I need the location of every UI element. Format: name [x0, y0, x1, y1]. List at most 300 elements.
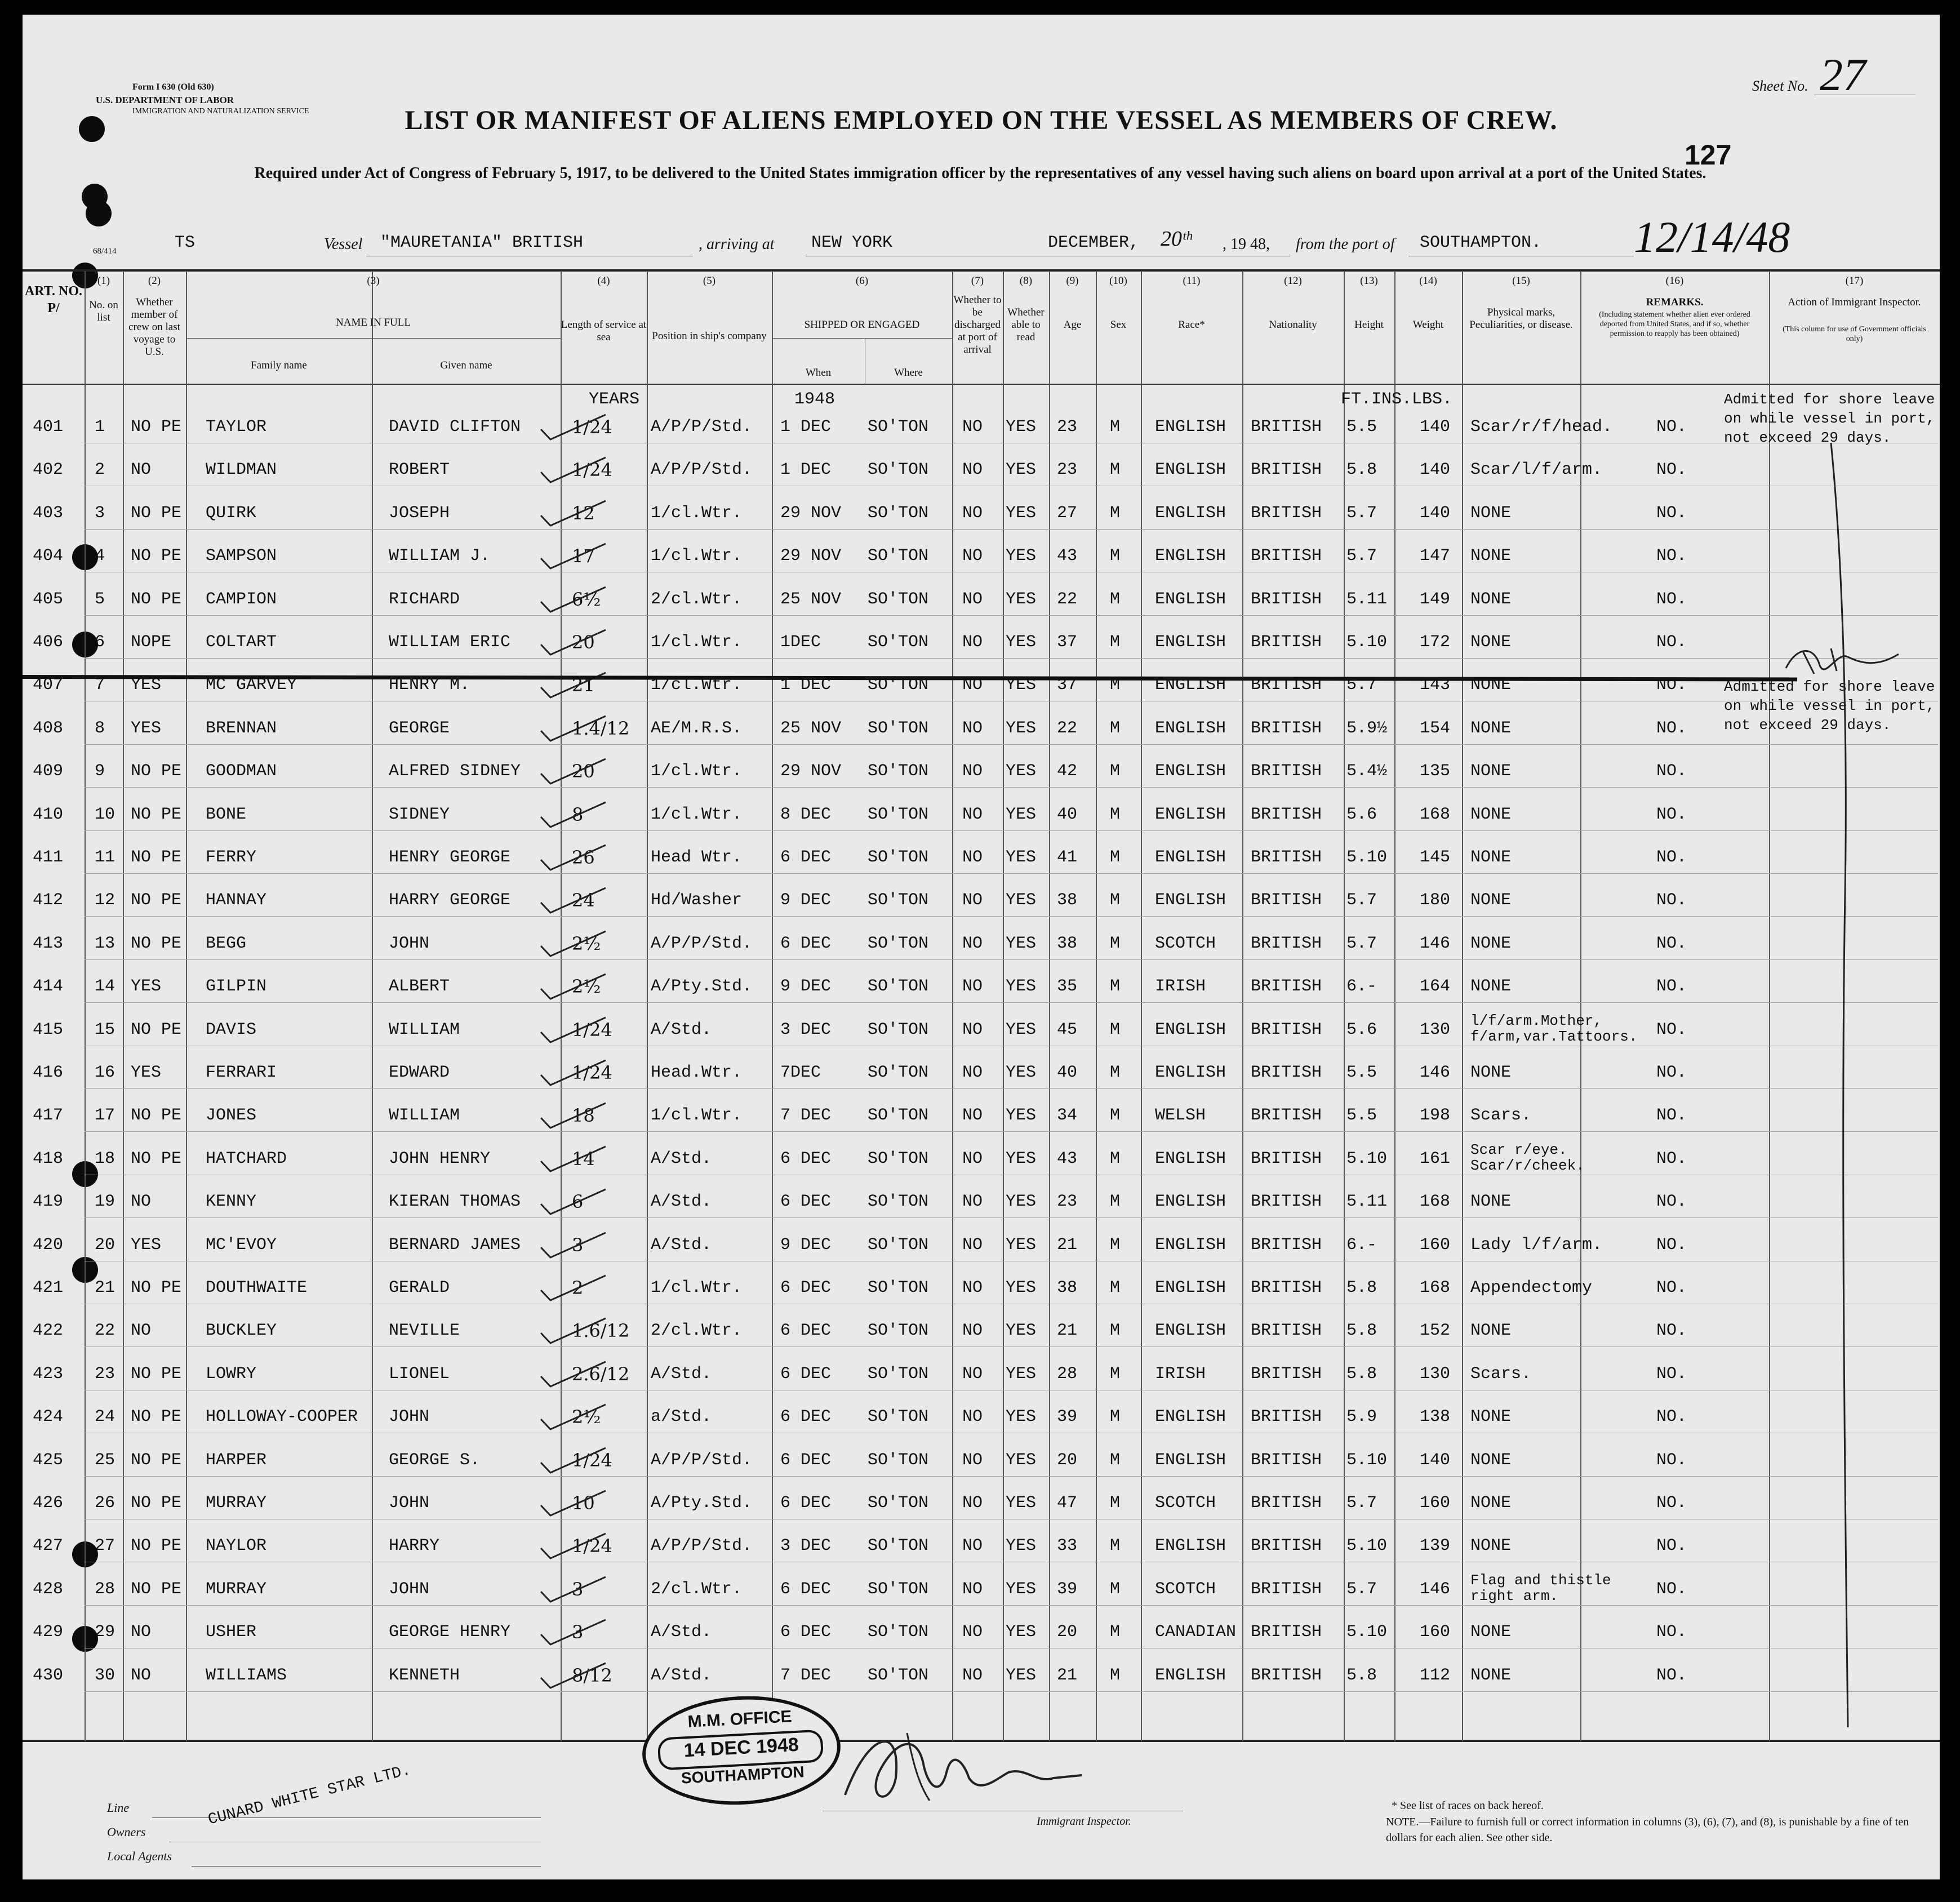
cell-position: A/Std.	[651, 1623, 712, 1642]
check-mark	[538, 1446, 611, 1475]
table-row	[23, 631, 1940, 654]
col-header-shipped: SHIPPED OR ENGAGED	[804, 319, 920, 331]
cell-height: 5.4½	[1346, 762, 1388, 781]
cell-weight: 198	[1420, 1106, 1451, 1125]
cell-sex: M	[1110, 590, 1121, 609]
cell-weight: 140	[1420, 460, 1451, 479]
cell-age: 35	[1057, 977, 1078, 996]
table-row	[23, 588, 1940, 611]
footer-line-label: Line	[107, 1801, 130, 1815]
cell-art: 424	[33, 1407, 64, 1426]
cell-service: 20	[572, 761, 595, 782]
cell-disch: NO	[962, 1236, 983, 1255]
cell-position: A/Std.	[651, 1365, 712, 1384]
table-row	[23, 416, 1940, 438]
cell-service: 1/24	[572, 1062, 612, 1083]
cell-family: QUIRK	[206, 504, 257, 523]
col-number: (11)	[1183, 275, 1201, 287]
cell-sex: M	[1110, 1666, 1121, 1685]
check-mark	[538, 929, 611, 958]
cell-height: 5.11	[1346, 590, 1388, 609]
cell-weight: 172	[1420, 633, 1451, 652]
check-mark	[538, 886, 611, 915]
check-mark	[538, 1575, 611, 1604]
cell-crew: NO PE	[131, 590, 182, 609]
cell-nat: BRITISH	[1251, 1063, 1322, 1082]
col-header-remarks: REMARKS.	[1646, 296, 1704, 308]
cell-age: 43	[1057, 546, 1078, 566]
col-header-race: Race*	[1178, 319, 1205, 331]
cell-where: SO'TON	[868, 1278, 929, 1297]
cell-service: 20	[572, 632, 595, 653]
cell-given: JOHN HENRY	[389, 1149, 491, 1168]
cell-height: 5.7	[1346, 676, 1377, 695]
cell-height: 5.5	[1346, 1106, 1377, 1125]
cell-nat: BRITISH	[1251, 762, 1322, 781]
col-header-physical-marks: Physical marks, Peculiarities, or disease.	[1469, 306, 1573, 331]
cell-nat: BRITISH	[1251, 891, 1322, 910]
cell-where: SO'TON	[868, 633, 929, 652]
col-number: (9)	[1066, 275, 1079, 287]
cell-when: 6 DEC	[780, 1149, 832, 1168]
cell-race: IRISH	[1155, 1365, 1206, 1384]
sheet-stamp-number: 127	[1685, 139, 1732, 171]
cell-disch: NO	[962, 1666, 983, 1685]
col-number: (10)	[1109, 275, 1127, 287]
cell-position: A/Std.	[651, 1236, 712, 1255]
cell-disch: NO	[962, 1321, 983, 1340]
cell-given: HENRY GEORGE	[389, 848, 511, 867]
cell-nat: BRITISH	[1251, 1321, 1322, 1340]
cell-position: a/Std.	[651, 1407, 712, 1426]
cell-disch: NO	[962, 1536, 983, 1556]
cell-when: 6 DEC	[780, 1451, 832, 1470]
cell-position: 2/cl.Wtr.	[651, 1580, 743, 1599]
cell-weight: 140	[1420, 504, 1451, 523]
stamp-city: SOUTHAMPTON	[681, 1763, 805, 1787]
table-row	[23, 889, 1940, 912]
cell-remarks: NO.	[1656, 1494, 1687, 1513]
cell-position: 1/cl.Wtr.	[651, 1106, 743, 1125]
cell-read: YES	[1006, 1494, 1037, 1513]
cell-art: 417	[33, 1106, 64, 1125]
check-mark	[538, 757, 611, 786]
cell-read: YES	[1006, 1149, 1037, 1168]
cell-disch: NO	[962, 1278, 983, 1297]
cell-family: LOWRY	[206, 1365, 257, 1384]
cell-position: A/P/P/Std.	[651, 1451, 753, 1470]
cell-no: 25	[95, 1451, 115, 1470]
cell-weight: 140	[1420, 1451, 1451, 1470]
table-row	[23, 803, 1940, 826]
cell-when: 9 DEC	[780, 891, 832, 910]
cell-given: KENNETH	[389, 1666, 460, 1685]
cell-given: GEORGE HENRY	[389, 1623, 511, 1642]
cell-height: 5.10	[1346, 1149, 1388, 1168]
cell-disch: NO	[962, 590, 983, 609]
cell-art: 404	[33, 546, 64, 566]
cell-remarks: NO.	[1656, 934, 1687, 953]
cell-race: ENGLISH	[1155, 805, 1226, 824]
cell-weight: 168	[1420, 1192, 1451, 1211]
cell-position: 1/cl.Wtr.	[651, 504, 743, 523]
cell-nat: BRITISH	[1251, 1580, 1322, 1599]
cell-where: SO'TON	[868, 848, 929, 867]
cell-sex: M	[1110, 1149, 1121, 1168]
cell-weight: 143	[1420, 676, 1451, 695]
col-header-given-name: Given name	[440, 359, 492, 371]
cell-where: SO'TON	[868, 1365, 929, 1384]
check-mark	[538, 541, 611, 571]
cell-no: 13	[95, 934, 115, 953]
cell-crew: NO PE	[131, 1278, 182, 1297]
cell-when: 6 DEC	[780, 1192, 832, 1211]
cell-read: YES	[1006, 1580, 1037, 1599]
footer-owners-label: Owners	[107, 1825, 146, 1839]
cell-height: 5.10	[1346, 1623, 1388, 1642]
cell-remarks: NO.	[1656, 460, 1687, 479]
cell-weight: 147	[1420, 546, 1451, 566]
cell-read: YES	[1006, 1536, 1037, 1556]
table-row	[23, 846, 1940, 869]
bracket-line	[1825, 443, 1859, 1739]
cell-disch: NO	[962, 1063, 983, 1082]
vessel-name: "MAURETANIA" BRITISH	[380, 233, 584, 252]
cell-age: 22	[1057, 719, 1078, 738]
cell-race: ENGLISH	[1155, 417, 1226, 437]
cell-crew: NO PE	[131, 1020, 182, 1039]
cell-height: 5.6	[1346, 805, 1377, 824]
cell-race: ENGLISH	[1155, 1536, 1226, 1556]
cell-race: WELSH	[1155, 1106, 1206, 1125]
col-number: (4)	[597, 275, 610, 287]
cell-marks: NONE	[1470, 719, 1512, 738]
cell-when: 29 NOV	[780, 546, 842, 566]
cell-remarks: NO.	[1656, 1236, 1687, 1255]
cell-marks: NONE	[1470, 1407, 1512, 1426]
cell-disch: NO	[962, 676, 983, 695]
cell-service: 8	[572, 804, 584, 825]
col-header-discharged: Whether to be discharged at port of arrival	[953, 294, 1002, 355]
cell-weight: 160	[1420, 1623, 1451, 1642]
cell-family: COLTART	[206, 633, 277, 652]
cell-no: 29	[95, 1623, 115, 1642]
cell-art: 420	[33, 1236, 64, 1255]
cell-marks: NONE	[1470, 1321, 1512, 1340]
cell-weight: 168	[1420, 1278, 1451, 1297]
cell-family: MC GARVEY	[206, 676, 297, 695]
cell-crew: YES	[131, 719, 162, 738]
cell-no: 2	[95, 460, 105, 479]
cell-when: 29 NOV	[780, 762, 842, 781]
cell-race: ENGLISH	[1155, 1321, 1226, 1340]
cell-marks: Lady l/f/arm.	[1470, 1236, 1603, 1255]
cell-race: ENGLISH	[1155, 460, 1226, 479]
cell-remarks: NO.	[1656, 805, 1687, 824]
cell-marks: l/f/arm.Mother, f/arm,var.Tattoors.	[1470, 1012, 1638, 1045]
table-row	[23, 502, 1940, 525]
table-row	[23, 1363, 1940, 1385]
cell-remarks: NO.	[1656, 504, 1687, 523]
admitted-note-1: Admitted for shore leave on while vessel in port, not exceed 29 days.	[1724, 391, 1935, 446]
cell-art: 421	[33, 1278, 64, 1297]
cell-art: 409	[33, 762, 64, 781]
cell-nat: BRITISH	[1251, 676, 1322, 695]
cell-service: 3	[572, 1579, 584, 1600]
cell-given: GEORGE S.	[389, 1451, 481, 1470]
cell-remarks: NO.	[1656, 1365, 1687, 1384]
cell-read: YES	[1006, 417, 1037, 437]
cell-family: MURRAY	[206, 1580, 267, 1599]
cell-position: 1/cl.Wtr.	[651, 676, 743, 695]
cell-height: 5.8	[1346, 1666, 1377, 1685]
cell-read: YES	[1006, 460, 1037, 479]
cell-art: 413	[33, 934, 64, 953]
cell-read: YES	[1006, 934, 1037, 953]
cell-sex: M	[1110, 762, 1121, 781]
cell-given: HENRY M.	[389, 676, 470, 695]
cell-crew: YES	[131, 1236, 162, 1255]
cell-where: SO'TON	[868, 1063, 929, 1082]
cell-remarks: NO.	[1656, 1623, 1687, 1642]
cell-art: 428	[33, 1580, 64, 1599]
from-port-label: from the port of	[1296, 235, 1395, 253]
cell-read: YES	[1006, 762, 1037, 781]
cell-remarks: NO.	[1656, 848, 1687, 867]
cell-no: 18	[95, 1149, 115, 1168]
cell-no: 27	[95, 1536, 115, 1556]
cell-where: SO'TON	[868, 805, 929, 824]
cell-disch: NO	[962, 1451, 983, 1470]
cell-service: 10	[572, 1492, 595, 1514]
cell-family: WILDMAN	[206, 460, 277, 479]
sheet-number: 27	[1820, 49, 1866, 100]
cell-given: SIDNEY	[389, 805, 450, 824]
cell-race: ENGLISH	[1155, 762, 1226, 781]
cell-nat: BRITISH	[1251, 1666, 1322, 1685]
cell-service: 1.4/12	[572, 718, 630, 739]
cell-age: 23	[1057, 1192, 1078, 1211]
cell-family: MURRAY	[206, 1494, 267, 1513]
cell-disch: NO	[962, 1494, 983, 1513]
cell-race: ENGLISH	[1155, 504, 1226, 523]
vessel-prefix: TS	[175, 233, 195, 252]
cell-family: SAMPSON	[206, 546, 277, 566]
cell-disch: NO	[962, 1407, 983, 1426]
cell-art: 419	[33, 1192, 64, 1211]
cell-race: ENGLISH	[1155, 848, 1226, 867]
cell-given: WILLIAM ERIC	[389, 633, 511, 652]
cell-read: YES	[1006, 1407, 1037, 1426]
col-header-action-inspector: Action of Immigrant Inspector.	[1788, 296, 1921, 308]
col-header-action-note: (This column for use of Government officials only)	[1783, 325, 1926, 343]
col-header-family-name: Family name	[251, 359, 307, 371]
cell-position: A/P/P/Std.	[651, 934, 753, 953]
cell-no: 28	[95, 1580, 115, 1599]
cell-nat: BRITISH	[1251, 848, 1322, 867]
cell-race: IRISH	[1155, 977, 1206, 996]
cell-age: 21	[1057, 1236, 1078, 1255]
cell-where: SO'TON	[868, 1020, 929, 1039]
cell-race: ENGLISH	[1155, 633, 1226, 652]
cell-marks: NONE	[1470, 633, 1512, 652]
cell-race: ENGLISH	[1155, 546, 1226, 566]
cell-age: 45	[1057, 1020, 1078, 1039]
cell-service: 18	[572, 1105, 595, 1126]
col-number: (17)	[1845, 275, 1864, 287]
cell-remarks: NO.	[1656, 1278, 1687, 1297]
cell-position: 1/cl.Wtr.	[651, 633, 743, 652]
inspector-signature	[834, 1710, 1093, 1823]
cell-height: 5.10	[1346, 633, 1388, 652]
cell-sex: M	[1110, 1407, 1121, 1426]
cell-sex: M	[1110, 848, 1121, 867]
cell-weight: 161	[1420, 1149, 1451, 1168]
sheet-number-label: Sheet No.	[1752, 78, 1808, 94]
cell-read: YES	[1006, 1623, 1037, 1642]
cell-remarks: NO.	[1656, 417, 1687, 437]
cell-sex: M	[1110, 1278, 1121, 1297]
cell-age: 23	[1057, 417, 1078, 437]
cell-disch: NO	[962, 762, 983, 781]
cell-art: 414	[33, 977, 64, 996]
cell-crew: NO PE	[131, 417, 182, 437]
cell-height: 5.5	[1346, 1063, 1377, 1082]
cell-age: 37	[1057, 633, 1078, 652]
cell-nat: BRITISH	[1251, 1407, 1322, 1426]
cell-family: TAYLOR	[206, 417, 267, 437]
table-row	[23, 1664, 1940, 1687]
cell-race: SCOTCH	[1155, 1494, 1216, 1513]
cell-remarks: NO.	[1656, 633, 1687, 652]
cell-when: 6 DEC	[780, 1494, 832, 1513]
cell-no: 14	[95, 977, 115, 996]
cell-when: 6 DEC	[780, 1407, 832, 1426]
cell-given: GERALD	[389, 1278, 450, 1297]
cell-nat: BRITISH	[1251, 590, 1322, 609]
cell-weight: 146	[1420, 1063, 1451, 1082]
cell-position: A/Std.	[651, 1666, 712, 1685]
cell-marks: NONE	[1470, 1192, 1512, 1211]
cell-crew: NO	[131, 1192, 152, 1211]
check-mark	[538, 412, 611, 442]
cell-remarks: NO.	[1656, 590, 1687, 609]
cell-no: 15	[95, 1020, 115, 1039]
cell-disch: NO	[962, 805, 983, 824]
cell-family: WILLIAMS	[206, 1666, 287, 1685]
col-header-able-to-read: Whether able to read	[1007, 306, 1045, 343]
cell-given: RICHARD	[389, 590, 460, 609]
cell-when: 1 DEC	[780, 460, 832, 479]
cell-where: SO'TON	[868, 1451, 929, 1470]
cell-where: SO'TON	[868, 676, 929, 695]
cell-art: 426	[33, 1494, 64, 1513]
cell-given: WILLIAM	[389, 1020, 460, 1039]
cell-remarks: NO.	[1656, 1063, 1687, 1082]
cell-sex: M	[1110, 1494, 1121, 1513]
cell-age: 28	[1057, 1365, 1078, 1384]
cell-age: 33	[1057, 1536, 1078, 1556]
cell-crew: NO PE	[131, 1149, 182, 1168]
cell-position: 1/cl.Wtr.	[651, 1278, 743, 1297]
cell-nat: BRITISH	[1251, 1623, 1322, 1642]
cell-read: YES	[1006, 1236, 1037, 1255]
cell-nat: BRITISH	[1251, 1365, 1322, 1384]
col-number: (6)	[855, 275, 869, 287]
cell-art: 403	[33, 504, 64, 523]
cell-marks: NONE	[1470, 848, 1512, 867]
cell-service: 2½	[572, 933, 601, 954]
cell-nat: BRITISH	[1251, 417, 1322, 437]
cell-read: YES	[1006, 1020, 1037, 1039]
cell-when: 7 DEC	[780, 1106, 832, 1125]
cell-read: YES	[1006, 504, 1037, 523]
cell-age: 37	[1057, 676, 1078, 695]
cell-crew: NO PE	[131, 1536, 182, 1556]
cell-race: ENGLISH	[1155, 1063, 1226, 1082]
cell-nat: BRITISH	[1251, 1149, 1322, 1168]
cell-marks: NONE	[1470, 805, 1512, 824]
check-mark	[538, 843, 611, 872]
cell-when: 6 DEC	[780, 848, 832, 867]
table-row	[23, 1012, 1940, 1045]
cell-where: SO'TON	[868, 1623, 929, 1642]
col-number: (1)	[97, 275, 110, 287]
cell-marks: NONE	[1470, 891, 1512, 910]
cell-given: WILLIAM J.	[389, 546, 491, 566]
cell-service: 1/24	[572, 1535, 612, 1557]
cell-race: ENGLISH	[1155, 1236, 1226, 1255]
cell-remarks: NO.	[1656, 1106, 1687, 1125]
service-name: IMMIGRATION AND NATURALIZATION SERVICE	[132, 107, 309, 115]
check-mark	[538, 714, 611, 743]
col-header-where: Where	[894, 367, 923, 379]
cell-given: JOHN	[389, 934, 430, 953]
cell-marks: NONE	[1470, 1063, 1512, 1082]
check-mark	[538, 1402, 611, 1432]
col-header-sex: Sex	[1110, 319, 1127, 331]
cell-crew: YES	[131, 977, 162, 996]
check-mark	[538, 1144, 611, 1174]
cell-crew: NO PE	[131, 546, 182, 566]
col-number: (13)	[1360, 275, 1378, 287]
cell-remarks: NO.	[1656, 1666, 1687, 1685]
cell-where: SO'TON	[868, 1106, 929, 1125]
cell-race: ENGLISH	[1155, 1451, 1226, 1470]
cell-art: 415	[33, 1020, 64, 1039]
cell-crew: YES	[131, 676, 162, 695]
cell-sex: M	[1110, 676, 1121, 695]
cell-family: MC'EVOY	[206, 1236, 277, 1255]
cell-disch: NO	[962, 546, 983, 566]
cell-age: 39	[1057, 1580, 1078, 1599]
col-number: (15)	[1512, 275, 1530, 287]
cell-marks: NONE	[1470, 676, 1512, 695]
cell-read: YES	[1006, 977, 1037, 996]
cell-family: FERRARI	[206, 1063, 277, 1082]
cell-position: A/Std.	[651, 1149, 712, 1168]
cell-where: SO'TON	[868, 977, 929, 996]
col-header-nationality: Nationality	[1269, 319, 1317, 331]
cell-marks: NONE	[1470, 762, 1512, 781]
cell-family: KENNY	[206, 1192, 257, 1211]
races-note: * See list of races on back hereof.	[1392, 1799, 1544, 1812]
cell-service: 26	[572, 847, 595, 868]
cell-disch: NO	[962, 977, 983, 996]
cell-age: 38	[1057, 1278, 1078, 1297]
cell-disch: NO	[962, 417, 983, 437]
cell-weight: 139	[1420, 1536, 1451, 1556]
